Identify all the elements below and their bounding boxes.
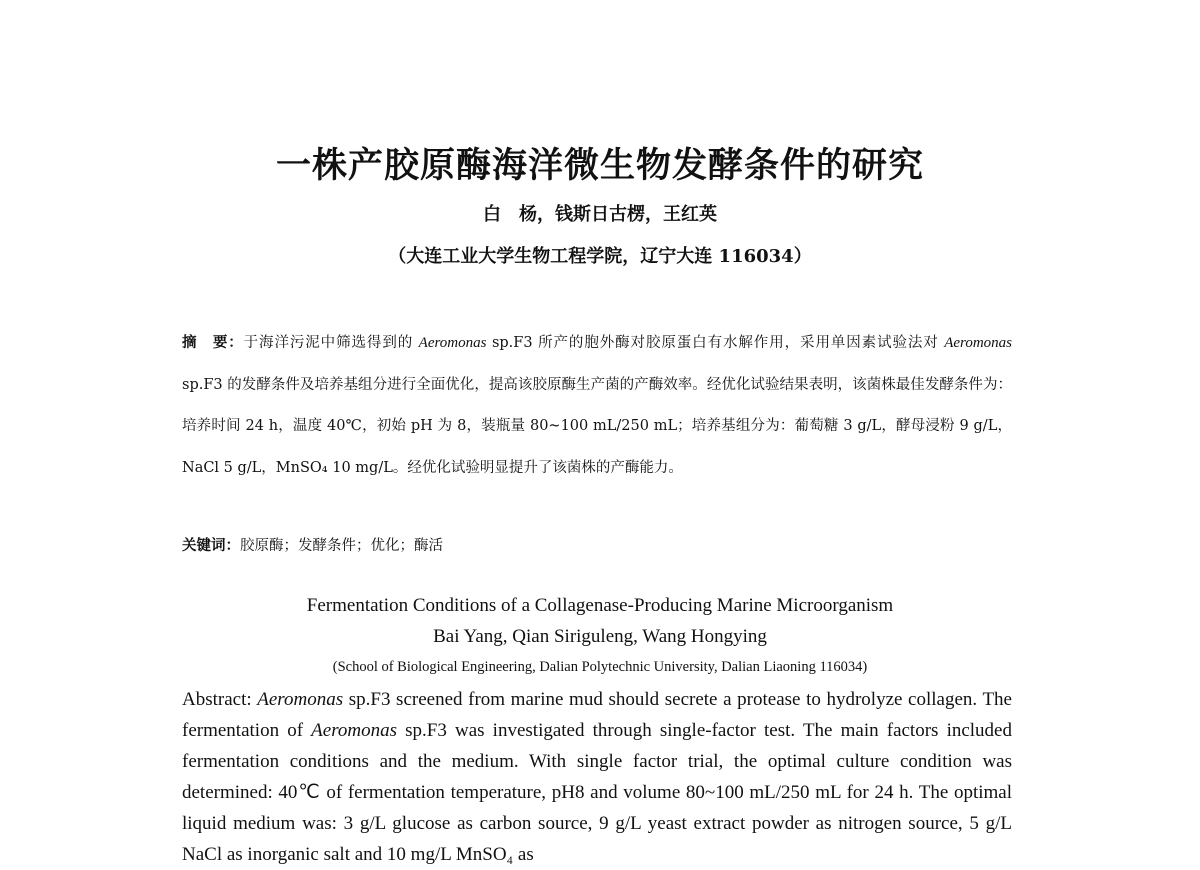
organism-name: Aeromonas — [311, 720, 398, 741]
paper-title-cn: 一株产胶原酶海洋微生物发酵条件的研究 — [275, 145, 924, 186]
abstract-en-text-1: sp.F3 screened from marine mud should secrete a protease to hydrolyze collagen. The fermentation of — [182, 689, 1012, 741]
organism-name: Aeromonas — [418, 335, 487, 351]
abstract-label-en: Abstract: — [182, 689, 258, 710]
abstract-cn-text-2: sp.F3 所产的胞外酶对胶原蛋白有水解作用，采用单因素试验法对 — [486, 335, 945, 351]
abstract-cn-text-3: sp.F3 的发酵条件及培养基组分进行全面优化，提高该胶原酶生产菌的产酶效率。经优化试验结果表明，该菌株最佳发酵条件为：培养时间 24 h，温度 40℃，初始 pH 为 8，装瓶量 80~100 mL/250 mL；培养基组分为：葡萄糖 3 g/L，酵母浸粉 9 g/L，NaCl 5 g/L，MnSO₄ 10 mg/L。经优化试验明显提升了该菌株的产酶能力。 — [182, 376, 1012, 476]
affiliation-en: (School of Biological Engineering, Dalian Polytechnic University, Dalian Liaoning 116034) — [332, 659, 868, 675]
abstract-en-text-2: sp.F3 was investigated through single-factor test. The main factors included fermentation conditions and the medium. With single factor trial, the optimal culture condition was determined: 40℃ of fermentation temperature, pH8 and volume 80~100 mL/250 mL for 24 h. The optimal liquid medium was: 3 g/L glucose as carbon source, 9 g/L yeast extract powder as nitrogen source, 5 g/L NaCl as inorganic salt and 10 mg/L MnSO₄ as — [182, 720, 1012, 865]
abstract-cn — [182, 322, 1012, 489]
affiliation-cn: （大连工业大学生物工程学院，辽宁大连 116034） — [388, 246, 812, 267]
paper-title-en: Fermentation Conditions of a Collagenase-Producing Marine Microorganism — [306, 595, 894, 616]
authors-en: Bai Yang, Qian Siriguleng, Wang Hongying — [433, 626, 767, 647]
authors-cn: 白 杨，钱斯日古楞，王红英 — [483, 204, 717, 225]
abstract-label-cn: 摘 要： — [182, 334, 244, 351]
organism-name: Aeromonas — [944, 335, 1013, 351]
keywords-cn — [182, 534, 1012, 558]
organism-name: Aeromonas — [257, 689, 344, 710]
abstract-cn-text-1: 于海洋污泥中筛选得到的 — [243, 335, 419, 351]
keywords-list-cn: 胶原酶；发酵条件；优化；酶活 — [240, 538, 443, 554]
abstract-en — [182, 684, 1012, 870]
keywords-label-cn: 关键词： — [182, 537, 240, 554]
